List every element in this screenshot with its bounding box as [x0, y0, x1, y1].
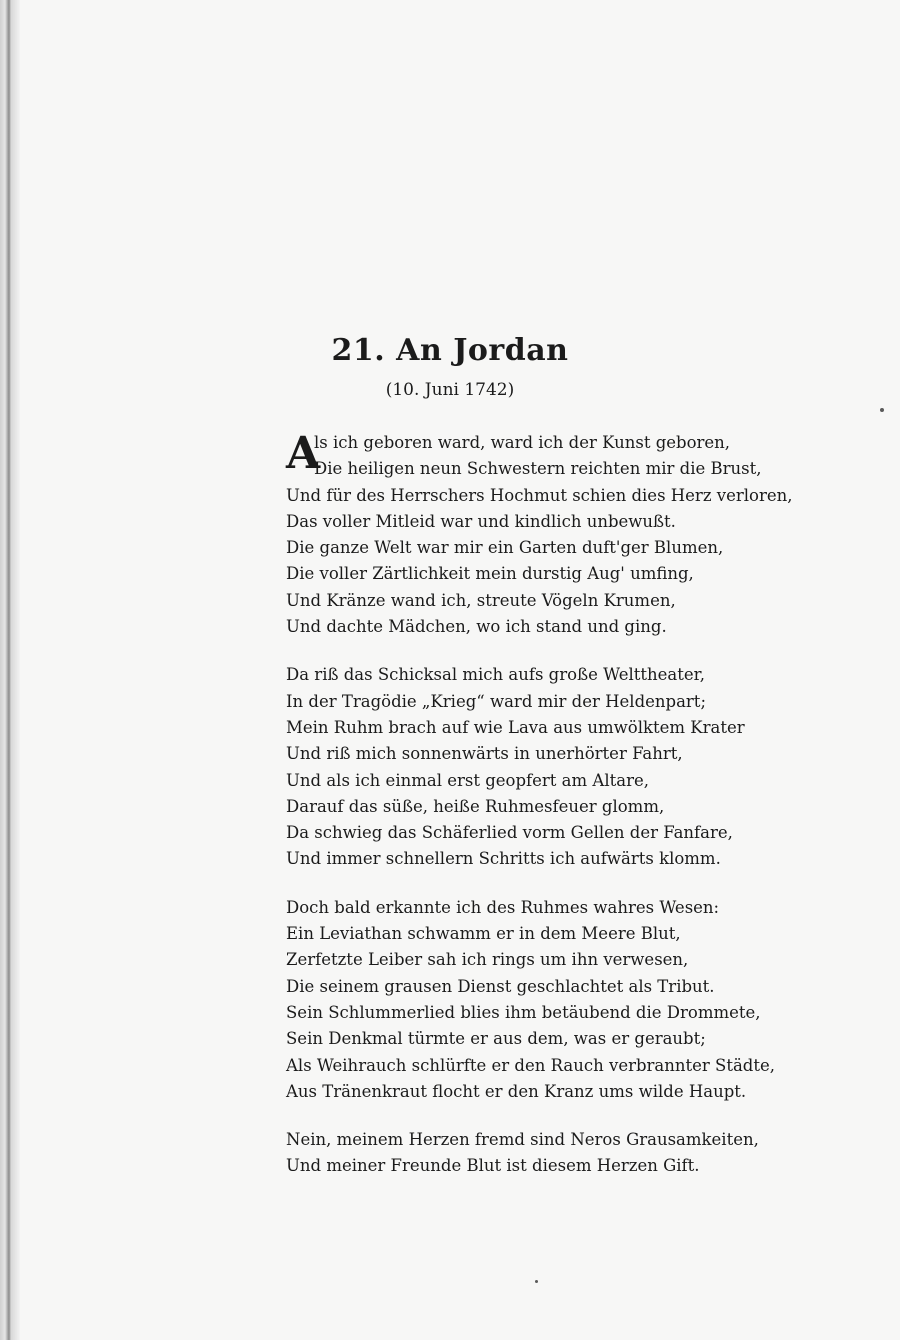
poem-line: Doch bald erkannte ich des Ruhmes wahres Wesen:: [286, 897, 720, 917]
stanza-4: [286, 1127, 846, 1180]
poem-line: Und Kränze wand ich, streute Vögeln Krumen,: [286, 590, 676, 610]
poem-line: Und dachte Mädchen, wo ich stand und ging.: [286, 617, 667, 637]
poem-line: In der Tragödie „Krieg“ ward mir der Heldenpart;: [286, 691, 707, 711]
poem-line: Zerfetzte Leiber sah ich rings um ihn verwesen,: [286, 950, 689, 970]
print-speck: [535, 1280, 538, 1283]
stanza-1: [286, 430, 846, 640]
poem-body: [286, 430, 846, 1202]
poem-line: Und für des Herrschers Hochmut schien dies Herz verloren,: [286, 485, 793, 505]
poem-line: Die ganze Welt war mir ein Garten duft'ger Blumen,: [286, 538, 724, 558]
poem-line: Als Weihrauch schlürfte er den Rauch verbrannter Städte,: [286, 1055, 776, 1075]
poem-line: Sein Schlummerlied blies ihm betäubend die Drommete,: [286, 1002, 761, 1022]
poem-line: Die voller Zärtlichkeit mein durstig Aug' umfing,: [286, 564, 694, 584]
poem-line: Mein Ruhm brach auf wie Lava aus umwölktem Krater: [286, 717, 745, 737]
poem-line: Darauf das süße, heiße Ruhmesfeuer glomm,: [286, 796, 665, 816]
print-speck: [880, 408, 884, 412]
stanza-3: [286, 895, 846, 1105]
poem-line: Und riß mich sonnenwärts in unerhörter Fahrt,: [286, 744, 683, 764]
poem-line: Und meiner Freunde Blut ist diesem Herzen Gift.: [286, 1156, 700, 1176]
poem-line: Aus Tränenkraut flocht er den Kranz ums wilde Haupt.: [286, 1081, 747, 1101]
poem-line: Ein Leviathan schwamm er in dem Meere Blut,: [286, 924, 681, 944]
poem-line: Da riß das Schicksal mich aufs große Welttheater,: [286, 665, 705, 685]
drop-cap: A: [286, 428, 321, 479]
poem-line: Die seinem grausen Dienst geschlachtet als Tribut.: [286, 976, 715, 996]
poem-line: Und immer schnellern Schritts ich aufwärts klomm.: [286, 849, 721, 869]
poem-line: Da schwieg das Schäferlied vorm Gellen der Fanfare,: [286, 823, 733, 843]
poem-line-text: ls ich geboren ward, ward ich der Kunst geboren,: [314, 433, 731, 452]
poem-line: Sein Denkmal türmte er aus dem, was er geraubt;: [286, 1029, 706, 1049]
poem-line: Das voller Mitleid war und kindlich unbewußt.: [286, 511, 676, 531]
poem-title: 21. An Jordan: [331, 333, 569, 368]
stanza-2: [286, 662, 846, 872]
poem-line: Nein, meinem Herzen fremd sind Neros Grausamkeiten,: [286, 1130, 759, 1150]
page-binding-edge: [0, 0, 20, 1340]
poem-date: (10. Juni 1742): [385, 380, 515, 400]
poem-line: Die heiligen neun Schwestern reichten mir die Brust,: [314, 459, 762, 479]
poem-line: Und als ich einmal erst geopfert am Altare,: [286, 770, 649, 790]
